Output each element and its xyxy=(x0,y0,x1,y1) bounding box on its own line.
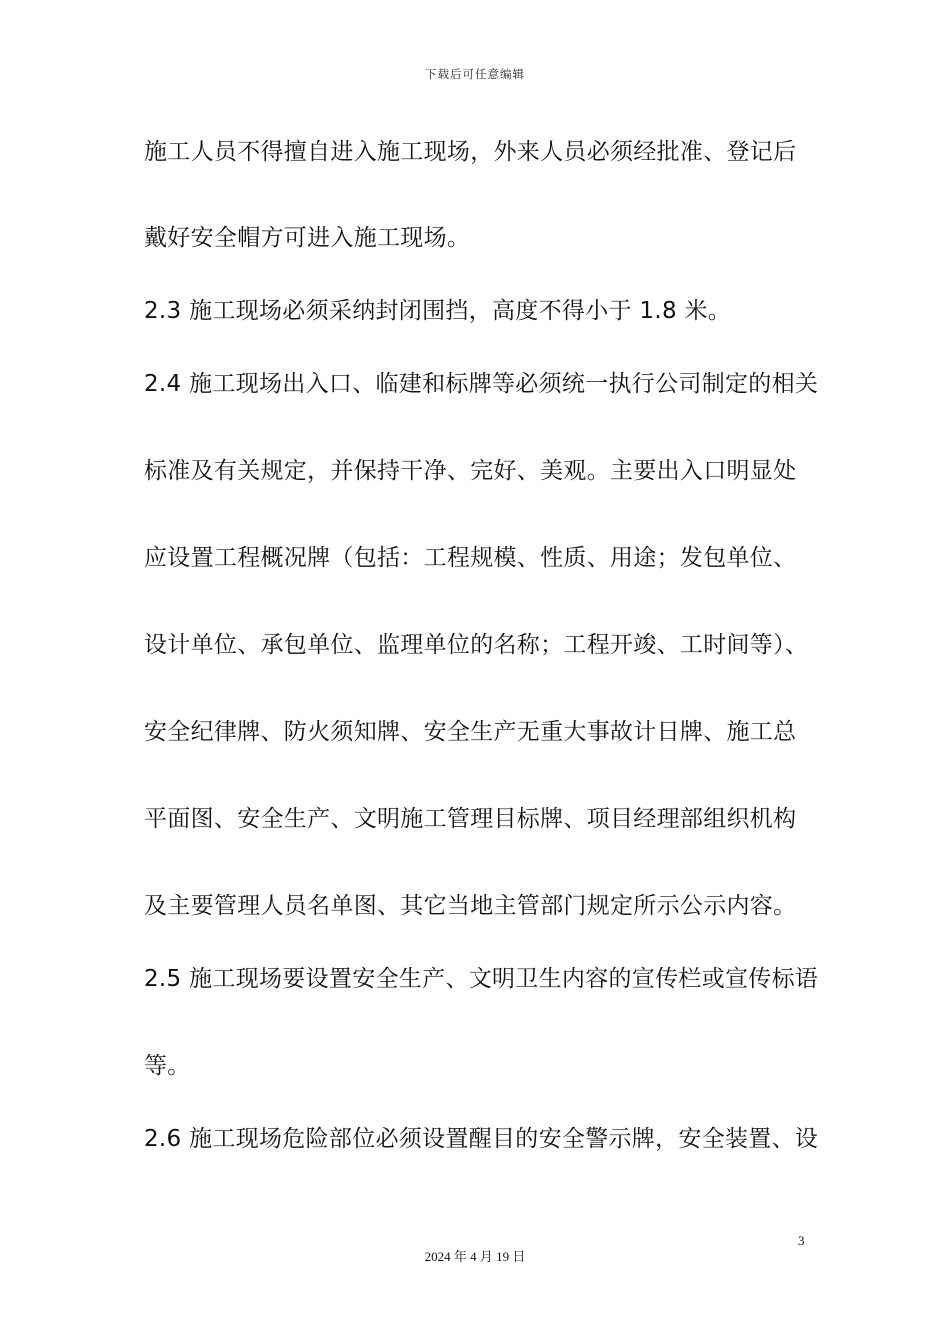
section-2-4-line-5: 安全纪律牌、防火须知牌、安全生产无重大事故计日牌、施工总 xyxy=(144,719,797,745)
section-2-5-line-2: 等。 xyxy=(144,1053,191,1079)
page-header: 下载后可任意编辑 xyxy=(425,67,525,81)
body-line-2: 戴好安全帽方可进入施工现场。 xyxy=(144,225,471,251)
section-2-4-line-1: 2.4 施工现场出入口、临建和标牌等必须统一执行公司制定的相关 xyxy=(144,371,819,397)
section-2-6-line-1: 2.6 施工现场危险部位必须设置醒目的安全警示牌，安全装置、设 xyxy=(144,1126,819,1152)
page-number: 3 xyxy=(798,1233,805,1248)
section-2-3-line: 2.3 施工现场必须采纳封闭围挡，高度不得小于 1.8 米。 xyxy=(144,298,732,324)
section-2-4-line-2: 标准及有关规定，并保持干净、完好、美观。主要出入口明显处 xyxy=(144,458,797,484)
section-2-4-line-7: 及主要管理人员名单图、其它当地主管部门规定所示公示内容。 xyxy=(144,893,797,919)
section-2-4-line-6: 平面图、安全生产、文明施工管理目标牌、项目经理部组织机构 xyxy=(144,806,797,832)
footer-date: 2024 年 4 月 19 日 xyxy=(424,1249,526,1264)
section-2-5-line-1: 2.5 施工现场要设置安全生产、文明卫生内容的宣传栏或宣传标语 xyxy=(144,966,819,992)
section-2-4-line-4: 设计单位、承包单位、监理单位的名称；工程开竣、工时间等）、 xyxy=(144,632,809,658)
section-2-4-line-3: 应设置工程概况牌（包括：工程规模、性质、用途；发包单位、 xyxy=(144,545,797,571)
body-line-1: 施工人员不得擅自进入施工现场，外来人员必须经批准、登记后 xyxy=(144,139,797,165)
